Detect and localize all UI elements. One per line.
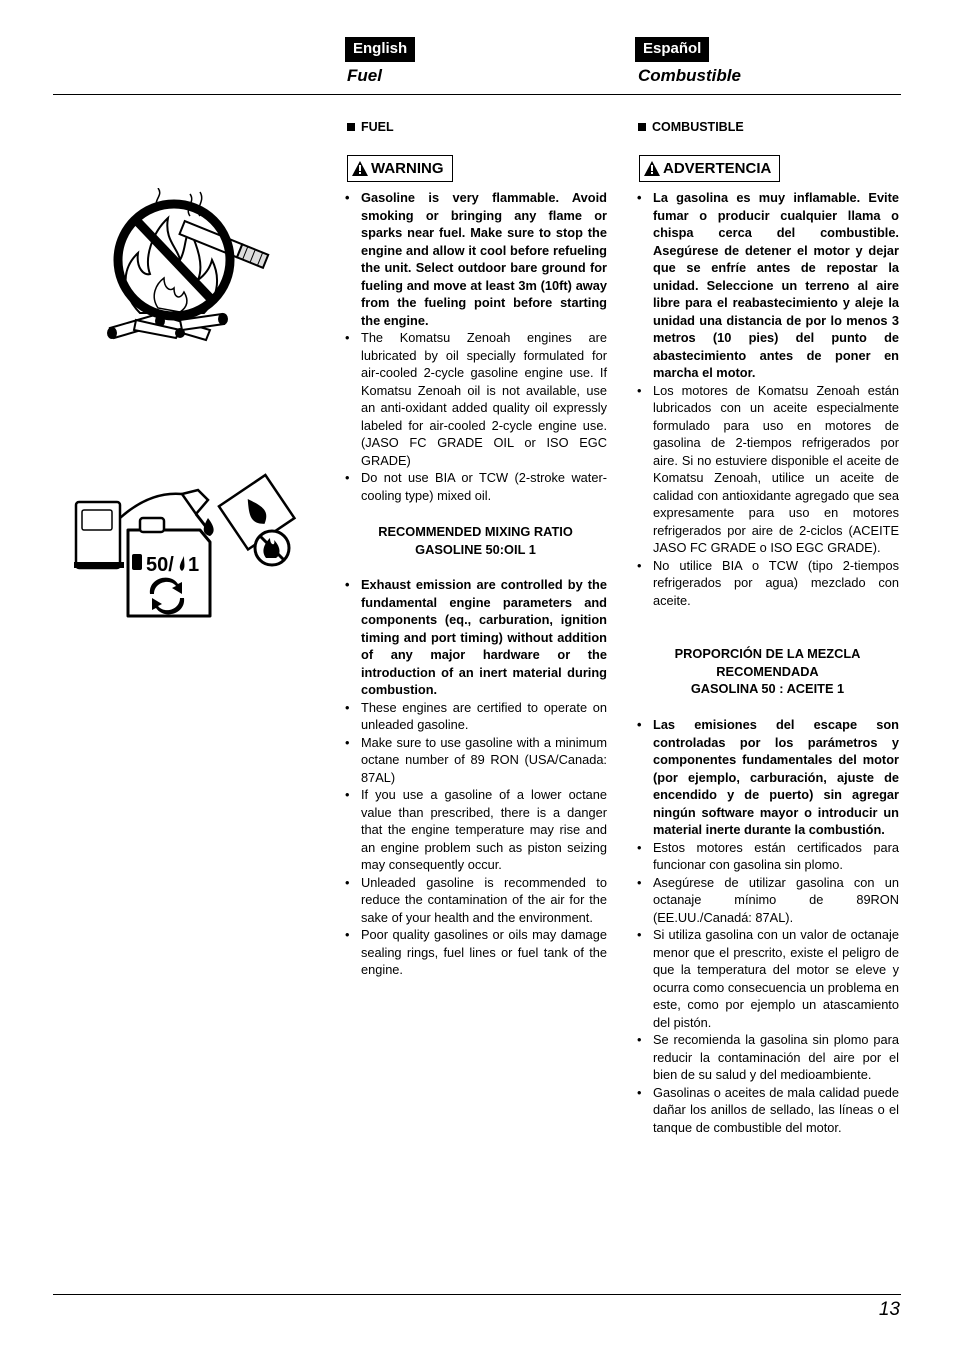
spanish-ratio-line-2: RECOMENDADA [716, 663, 819, 679]
english-ratio-line-2: GASOLINE 50:OIL 1 [415, 541, 536, 557]
list-item: • If you use a gasoline of a lower octane value than prescribed, there is a danger that the engine temperature may rise and an engine problem such as piston seizing may consequently occur. [344, 786, 607, 874]
spanish-mixing-ratio [636, 645, 899, 698]
english-ratio-line-1: RECOMMENDED MIXING RATIO [378, 524, 573, 539]
warning-triangle-icon [644, 161, 660, 176]
no-fire-icon [100, 188, 275, 343]
header-rule [53, 94, 901, 95]
spanish-ratio-line-3: GASOLINA 50 : ACEITE 1 [690, 681, 845, 696]
warning-triangle-icon [352, 161, 368, 176]
english-warning-label: WARNING [371, 160, 444, 177]
list-item: • No utilice BIA o TCW (tipo 2-tiempos refrigerados por agua) mezclado con aceite. [636, 557, 899, 610]
spanish-language-tag: Español [635, 37, 709, 62]
fuel-mixing-illustration [70, 470, 300, 627]
spanish-warning-label: ADVERTENCIA [663, 160, 772, 177]
english-warning-box [347, 155, 453, 182]
no-smoking-fire-illustration [100, 188, 275, 348]
list-item: • These engines are certified to operate on unleaded gasoline. [344, 699, 607, 734]
list-item: • Do not use BIA or TCW (2-stroke water-cooling type) mixed oil. [344, 469, 607, 504]
spanish-emission-list [636, 716, 899, 1136]
list-item: • Las emisiones del escape son controladas por los parámetros y componentes fundamentales del motor (por ejemplo, carburación, ajuste de encendido y de puerto) sin agregar ningún software mayor o introducir un material inerte durante la combustión. [636, 716, 899, 839]
list-item: • Make sure to use gasoline with a minimum octane number of 89 RON (USA/Canada: 87AL) [344, 734, 607, 787]
english-mixing-ratio [344, 523, 607, 558]
spanish-section-title: Combustible [638, 66, 741, 85]
english-section-title: Fuel [347, 66, 382, 85]
list-item: • Gasolinas o aceites de mala calidad puede dañar los anillos de sellado, las líneas o el tanque de combustible del motor. [636, 1084, 899, 1137]
can-ratio-tail-text: 1 [188, 554, 200, 576]
square-bullet-icon [638, 123, 646, 131]
list-item: • Si utiliza gasolina con un valor de octanaje menor que el prescrito, existe el peligro de que la temperatura del motor se eleve y ocurra como consecuencia un problema en este, como por ejemplo un atascamiento del pistón. [636, 926, 899, 1031]
list-item: • Exhaust emission are controlled by the fundamental engine parameters and components (eq., carburation, ignition timing and port timing) without addition of any major hardware or the introduction of an inert material during combustion. [344, 576, 607, 699]
english-warning-list [344, 189, 607, 504]
page-number: 13 [878, 1299, 900, 1320]
list-item: • Los motores de Komatsu Zenoah están lubricados con un aceite especialmente formulado para uso en motores de gasolina de 2-tiempos refrigerados por aire. Si no estuviere disponible el aceite de Komatsu Zenoah, utilice un aceite de calidad con antioxidante agregado que sea expresamente para uso en motores refrigerados por aire de 2-ciclos (ACEITE JASO FC GRADE o ISO EGC GRADE). [636, 382, 899, 557]
fuel-can-icon [70, 470, 300, 622]
english-fuel-heading-text: FUEL [361, 120, 394, 134]
english-language-tag: English [345, 37, 415, 62]
list-item: • The Komatsu Zenoah engines are lubricated by oil specially formulated for air-cooled 2-cycle gasoline engine use. If Komatsu Zenoah oil is not available, use an anti-oxidant added quality oil expressly labeled for air-cooled 2-cycle engine use. (JASO FC GRADE OIL or ISO EGC GRADE) [344, 329, 607, 469]
can-ratio-text: 50/ [146, 554, 174, 576]
square-bullet-icon [347, 123, 355, 131]
list-item: • Unleaded gasoline is recommended to reduce the contamination of the air for the sake of your health and the environment. [344, 874, 607, 927]
footer-rule [53, 1294, 901, 1295]
english-fuel-heading [347, 120, 394, 134]
spanish-warning-box [639, 155, 780, 182]
list-item: • Asegúrese de utilizar gasolina con un octanaje mínimo de 89RON (EE.UU./Canadá: 87AL). [636, 874, 899, 927]
english-emission-list [344, 576, 607, 979]
list-item: • Se recomienda la gasolina sin plomo para reducir la contaminación del aire por el bien de su salud y del medioambiente. [636, 1031, 899, 1084]
list-item: • Estos motores están certificados para funcionar con gasolina sin plomo. [636, 839, 899, 874]
list-item: • Poor quality gasolines or oils may damage sealing rings, fuel lines or fuel tank of the engine. [344, 926, 607, 979]
spanish-warning-list [636, 189, 899, 609]
list-item: • Gasoline is very flammable. Avoid smoking or bringing any flame or sparks near fuel. Make sure to stop the engine and allow it cool before refueling the unit. Select outdoor bare ground for fueling and move at least 3m (10ft) away from the fueling point before starting the engine. [344, 189, 607, 329]
spanish-ratio-line-1: PROPORCIÓN DE LA MEZCLA [674, 646, 861, 661]
spanish-fuel-heading-text: COMBUSTIBLE [652, 120, 744, 134]
spanish-fuel-heading [638, 120, 744, 134]
list-item: • La gasolina es muy inflamable. Evite fumar o producir cualquier llama o chispa cerca del combustible. Asegúrese de detener el motor y dejar que se enfríe antes de repostar la unidad. Seleccione un terreno al aire libre para el reabastecimiento y aleje la unidad una distancia de por lo menos 3 metros (10 pies) del punto de abastecimiento antes de poner en marcha el motor. [636, 189, 899, 382]
